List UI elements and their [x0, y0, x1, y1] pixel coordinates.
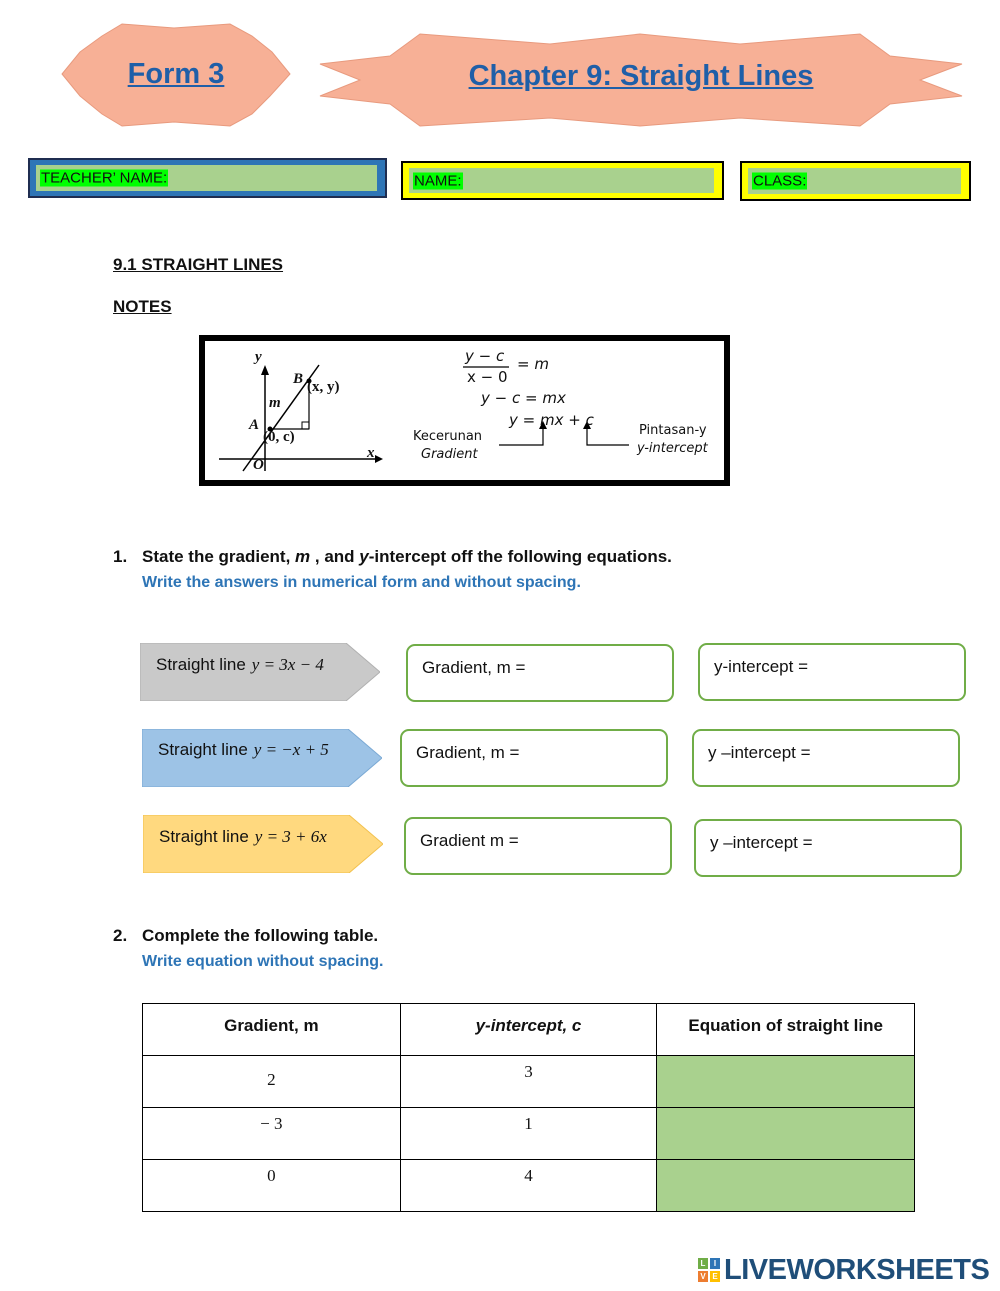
- gradient-label-ms: Kecerunan: [413, 429, 483, 444]
- q1-text-a: State the gradient,: [142, 547, 296, 566]
- header-intercept-text: y-intercept, c: [475, 1016, 582, 1035]
- q1-text-m: m: [295, 547, 311, 566]
- formula-line-3: y = mx + c: [509, 411, 594, 429]
- equation-answer-2[interactable]: [657, 1108, 915, 1160]
- table-row: [143, 1108, 915, 1160]
- point-0c-label: (0, c): [263, 429, 295, 445]
- gradient-answer-1[interactable]: [406, 644, 674, 702]
- gradient-answer-3[interactable]: [404, 817, 672, 875]
- gradient-label-en: Gradient: [421, 447, 478, 462]
- intercept-label-2: y –intercept =: [708, 743, 811, 762]
- q1-text-y: y: [359, 547, 369, 566]
- teacher-name-field[interactable]: [28, 158, 387, 198]
- cell-intercept: 4: [400, 1160, 657, 1212]
- logo-text: LIVEWORKSHEETS: [724, 1254, 990, 1286]
- formula-line-2: y − c = mx: [481, 389, 566, 407]
- equation-answer-1[interactable]: [657, 1056, 915, 1108]
- q1-text-b: , and: [310, 547, 360, 566]
- equation-row-1: [156, 655, 324, 675]
- logo-letter-e: E: [710, 1271, 720, 1282]
- point-xy-label: (x, y): [307, 379, 340, 395]
- intercept-label-en: y-intercept: [637, 441, 708, 456]
- intercept-answer-2[interactable]: [692, 729, 960, 787]
- header-gradient: [143, 1004, 401, 1056]
- row-1-label: Straight line: [156, 655, 246, 674]
- cell-gradient: 0: [143, 1160, 401, 1212]
- gradient-answer-2[interactable]: [400, 729, 668, 787]
- student-name-field[interactable]: [401, 161, 724, 200]
- row-2-label: Straight line: [158, 740, 248, 759]
- question-2-text: Complete the following table.: [142, 926, 379, 945]
- student-name-label: NAME:: [414, 172, 462, 189]
- class-label: CLASS:: [753, 172, 807, 190]
- fraction-numerator: y − c: [465, 347, 505, 365]
- axis-y-label: y: [255, 349, 262, 365]
- question-1-number: 1.: [113, 547, 128, 566]
- logo-letter-v: V: [698, 1271, 708, 1282]
- header-equation: [657, 1004, 915, 1056]
- cell-intercept: 1: [400, 1108, 657, 1160]
- equation-answer-3[interactable]: [657, 1160, 915, 1212]
- question-1-text: [142, 547, 672, 567]
- form-title: Form 3: [127, 58, 225, 90]
- equation-row-3: [159, 827, 327, 847]
- question-2-instruction: Write equation without spacing.: [142, 953, 384, 970]
- cell-gradient: − 3: [143, 1108, 401, 1160]
- question-2-number: 2.: [113, 926, 128, 945]
- table-header-row: [143, 1004, 915, 1056]
- row-2-equation: y = −x + 5: [253, 740, 329, 759]
- teacher-name-label: TEACHER’ NAME:: [41, 169, 168, 187]
- question-1-instruction: Write the answers in numerical form and without spacing.: [142, 574, 581, 591]
- point-b-label: B: [293, 371, 304, 387]
- intercept-label-1: y-intercept =: [714, 657, 809, 676]
- intercept-label-ms: Pintasan-y: [639, 423, 707, 438]
- equation-table: [142, 1003, 915, 1212]
- cell-gradient: 2: [143, 1056, 401, 1108]
- intercept-answer-1[interactable]: [698, 643, 966, 701]
- q1-text-c: -intercept off the following equations.: [368, 547, 672, 566]
- class-field[interactable]: [740, 161, 971, 201]
- slope-m-label: m: [269, 395, 281, 411]
- row-3-equation: y = 3 + 6x: [254, 827, 327, 846]
- header-intercept: [400, 1004, 657, 1056]
- row-3-label: Straight line: [159, 827, 249, 846]
- chapter-title: Chapter 9: Straight Lines: [468, 60, 814, 92]
- axis-x-label: x: [367, 445, 375, 461]
- header-gradient-text: Gradient, m: [224, 1016, 319, 1035]
- point-a-label: A: [249, 417, 260, 433]
- logo-letter-l: L: [698, 1258, 708, 1269]
- table-row: [143, 1160, 915, 1212]
- row-1-equation: y = 3x − 4: [251, 655, 324, 674]
- intercept-label-3: y –intercept =: [710, 833, 813, 852]
- gradient-label-3: Gradient m =: [420, 831, 519, 850]
- logo-letter-i: I: [710, 1258, 720, 1269]
- gradient-label-1: Gradient, m =: [422, 658, 526, 677]
- header-equation-text: Equation of straight line: [688, 1016, 883, 1035]
- notes-heading: NOTES: [113, 297, 172, 316]
- equation-row-2: [158, 740, 329, 760]
- origin-label: O: [253, 457, 264, 473]
- gradient-label-2: Gradient, m =: [416, 743, 520, 762]
- fraction-denominator: x − 0: [467, 368, 508, 386]
- logo-blocks: [698, 1258, 720, 1282]
- section-heading: 9.1 STRAIGHT LINES: [113, 255, 284, 274]
- notes-figure: [199, 335, 730, 486]
- intercept-answer-3[interactable]: [694, 819, 962, 877]
- fraction-equals: = m: [517, 355, 549, 373]
- table-row: [143, 1056, 915, 1108]
- cell-intercept: 3: [400, 1056, 657, 1108]
